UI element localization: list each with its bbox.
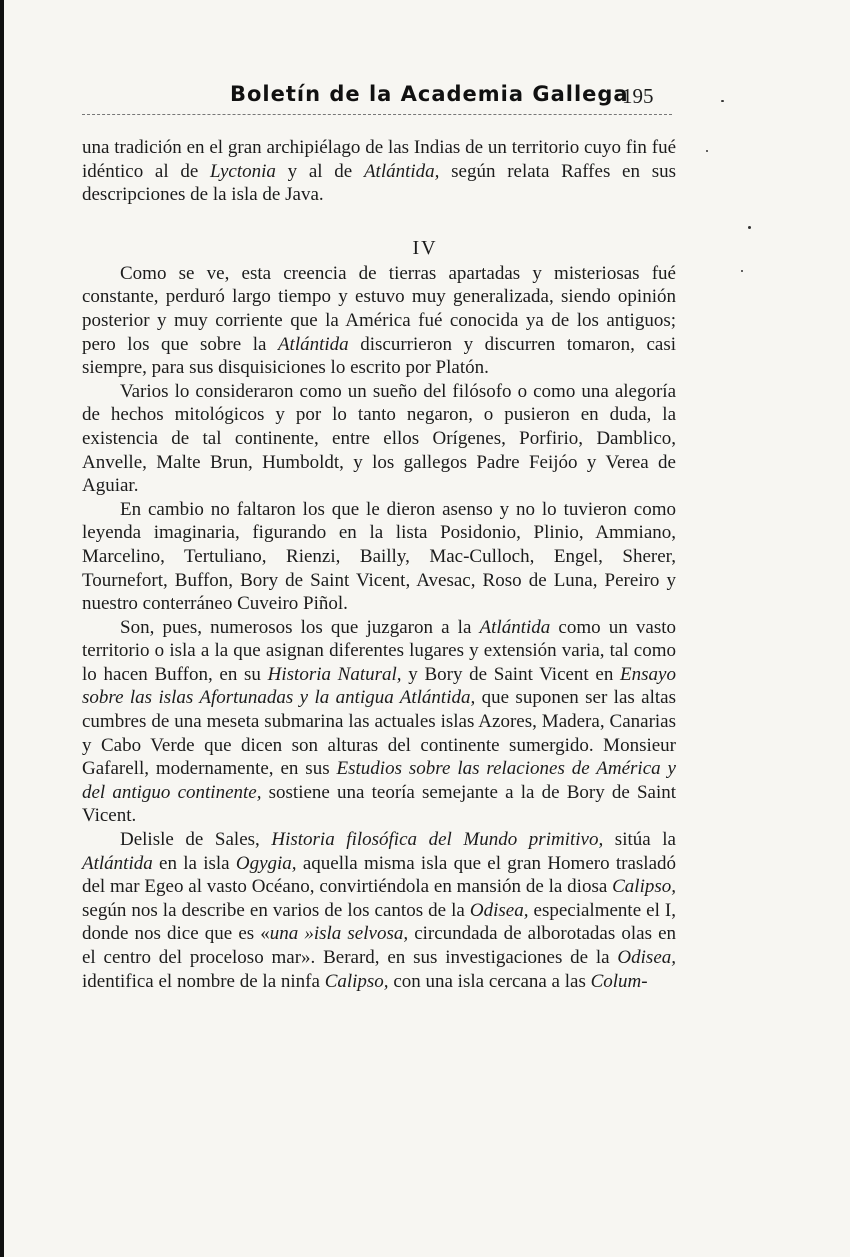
body-text (82, 136, 676, 993)
paragraph-4: Son, pues, numerosos los que juzgaron a la Atlántida como un vasto territorio o isla a la que asignan diferentes lugares y extensión varia, tal como lo hacen Buffon, en su Historia Natural, y Bory de Saint Vicent en Ensayo sobre las islas Afortunadas y la antigua Atlántida, que suponen ser las altas cumbres de una meseta submarina las actuales islas Azores, Madera, Canarias y Cabo Verde que dicen son alturas del continente sumergido. Monsieur Gafarell, modernamente, en sus Estudios sobre las relaciones de América y del antiguo continente, sostiene una teoría semejante a la de Bory de Saint Vicent. (82, 616, 677, 827)
paragraph-2: Varios lo consideraron como un sueño del filósofo o como una alegoría de hechos mitológicos y por lo tanto negaron, o pusieron en duda, la existencia de tal continente, entre ellos Orígenes, Porfirio, Damblico, Anvelle, Malte Brun, Humboldt, y los gallegos Padre Feijóo y Verea de Aguiar. (82, 380, 676, 497)
paragraph-intro: una tradición en el gran archipiélago de las Indias de un territorio cuyo fin fué idéntico al de Lyctonia y al de Atlántida, según relata Raffes en sus descripciones de la isla de Java. (82, 137, 676, 206)
journal-title: Boletín de la Academia Gallega (230, 82, 629, 106)
paragraph-3: En cambio no faltaron los que le dieron asenso y no lo tuvieron como leyenda imaginaria, figurando en la lista Posidonio, Plinio, Ammiano, Marcelino, Tertuliano, Rienzi, Bailly, Mac-Culloch, Engel, Sherer, Tournefort, Buffon, Bory de Saint Vicent, Avesac, Roso de Luna, Pereiro y nuestro conterráneo Cuveiro Piñol. (82, 498, 676, 615)
scan-speck (706, 150, 708, 152)
scan-speck (721, 100, 724, 102)
section-heading: IV (412, 237, 438, 259)
scan-edge-line (0, 0, 4, 1257)
paragraph-5: Delisle de Sales, Historia filosófica del Mundo primitivo, sitúa la Atlántida en la isla Ogygia, aquella misma isla que el gran Homero trasladó del mar Egeo al vasto Océano, convirtiéndola en mansión de la diosa Calipso, según nos la describe en varios de los cantos de la Odisea, especialmente el I, donde nos dice que es «una »isla selvosa, circundada de alborotadas olas en el centro del proceloso mar». Berard, en sus investigaciones de la Odisea, identifica el nombre de la ninfa Calipso, con una isla cercana a las Colum- (82, 829, 676, 992)
page-number: 195 (622, 84, 654, 108)
scan-speck (741, 270, 743, 272)
paragraph-1: Como se ve, esta creencia de tierras apartadas y misteriosas fué constante, perduró largo tiempo y estuvo muy generalizada, siendo opinión posterior y muy corriente que la América fué conocida ya de los antiguos; pero los que sobre la Atlántida discurrieron y discurren tomaron, casi siempre, para sus disquisiciones lo escrito por Platón. (82, 262, 676, 379)
running-header (82, 82, 672, 115)
scan-speck (748, 226, 751, 229)
